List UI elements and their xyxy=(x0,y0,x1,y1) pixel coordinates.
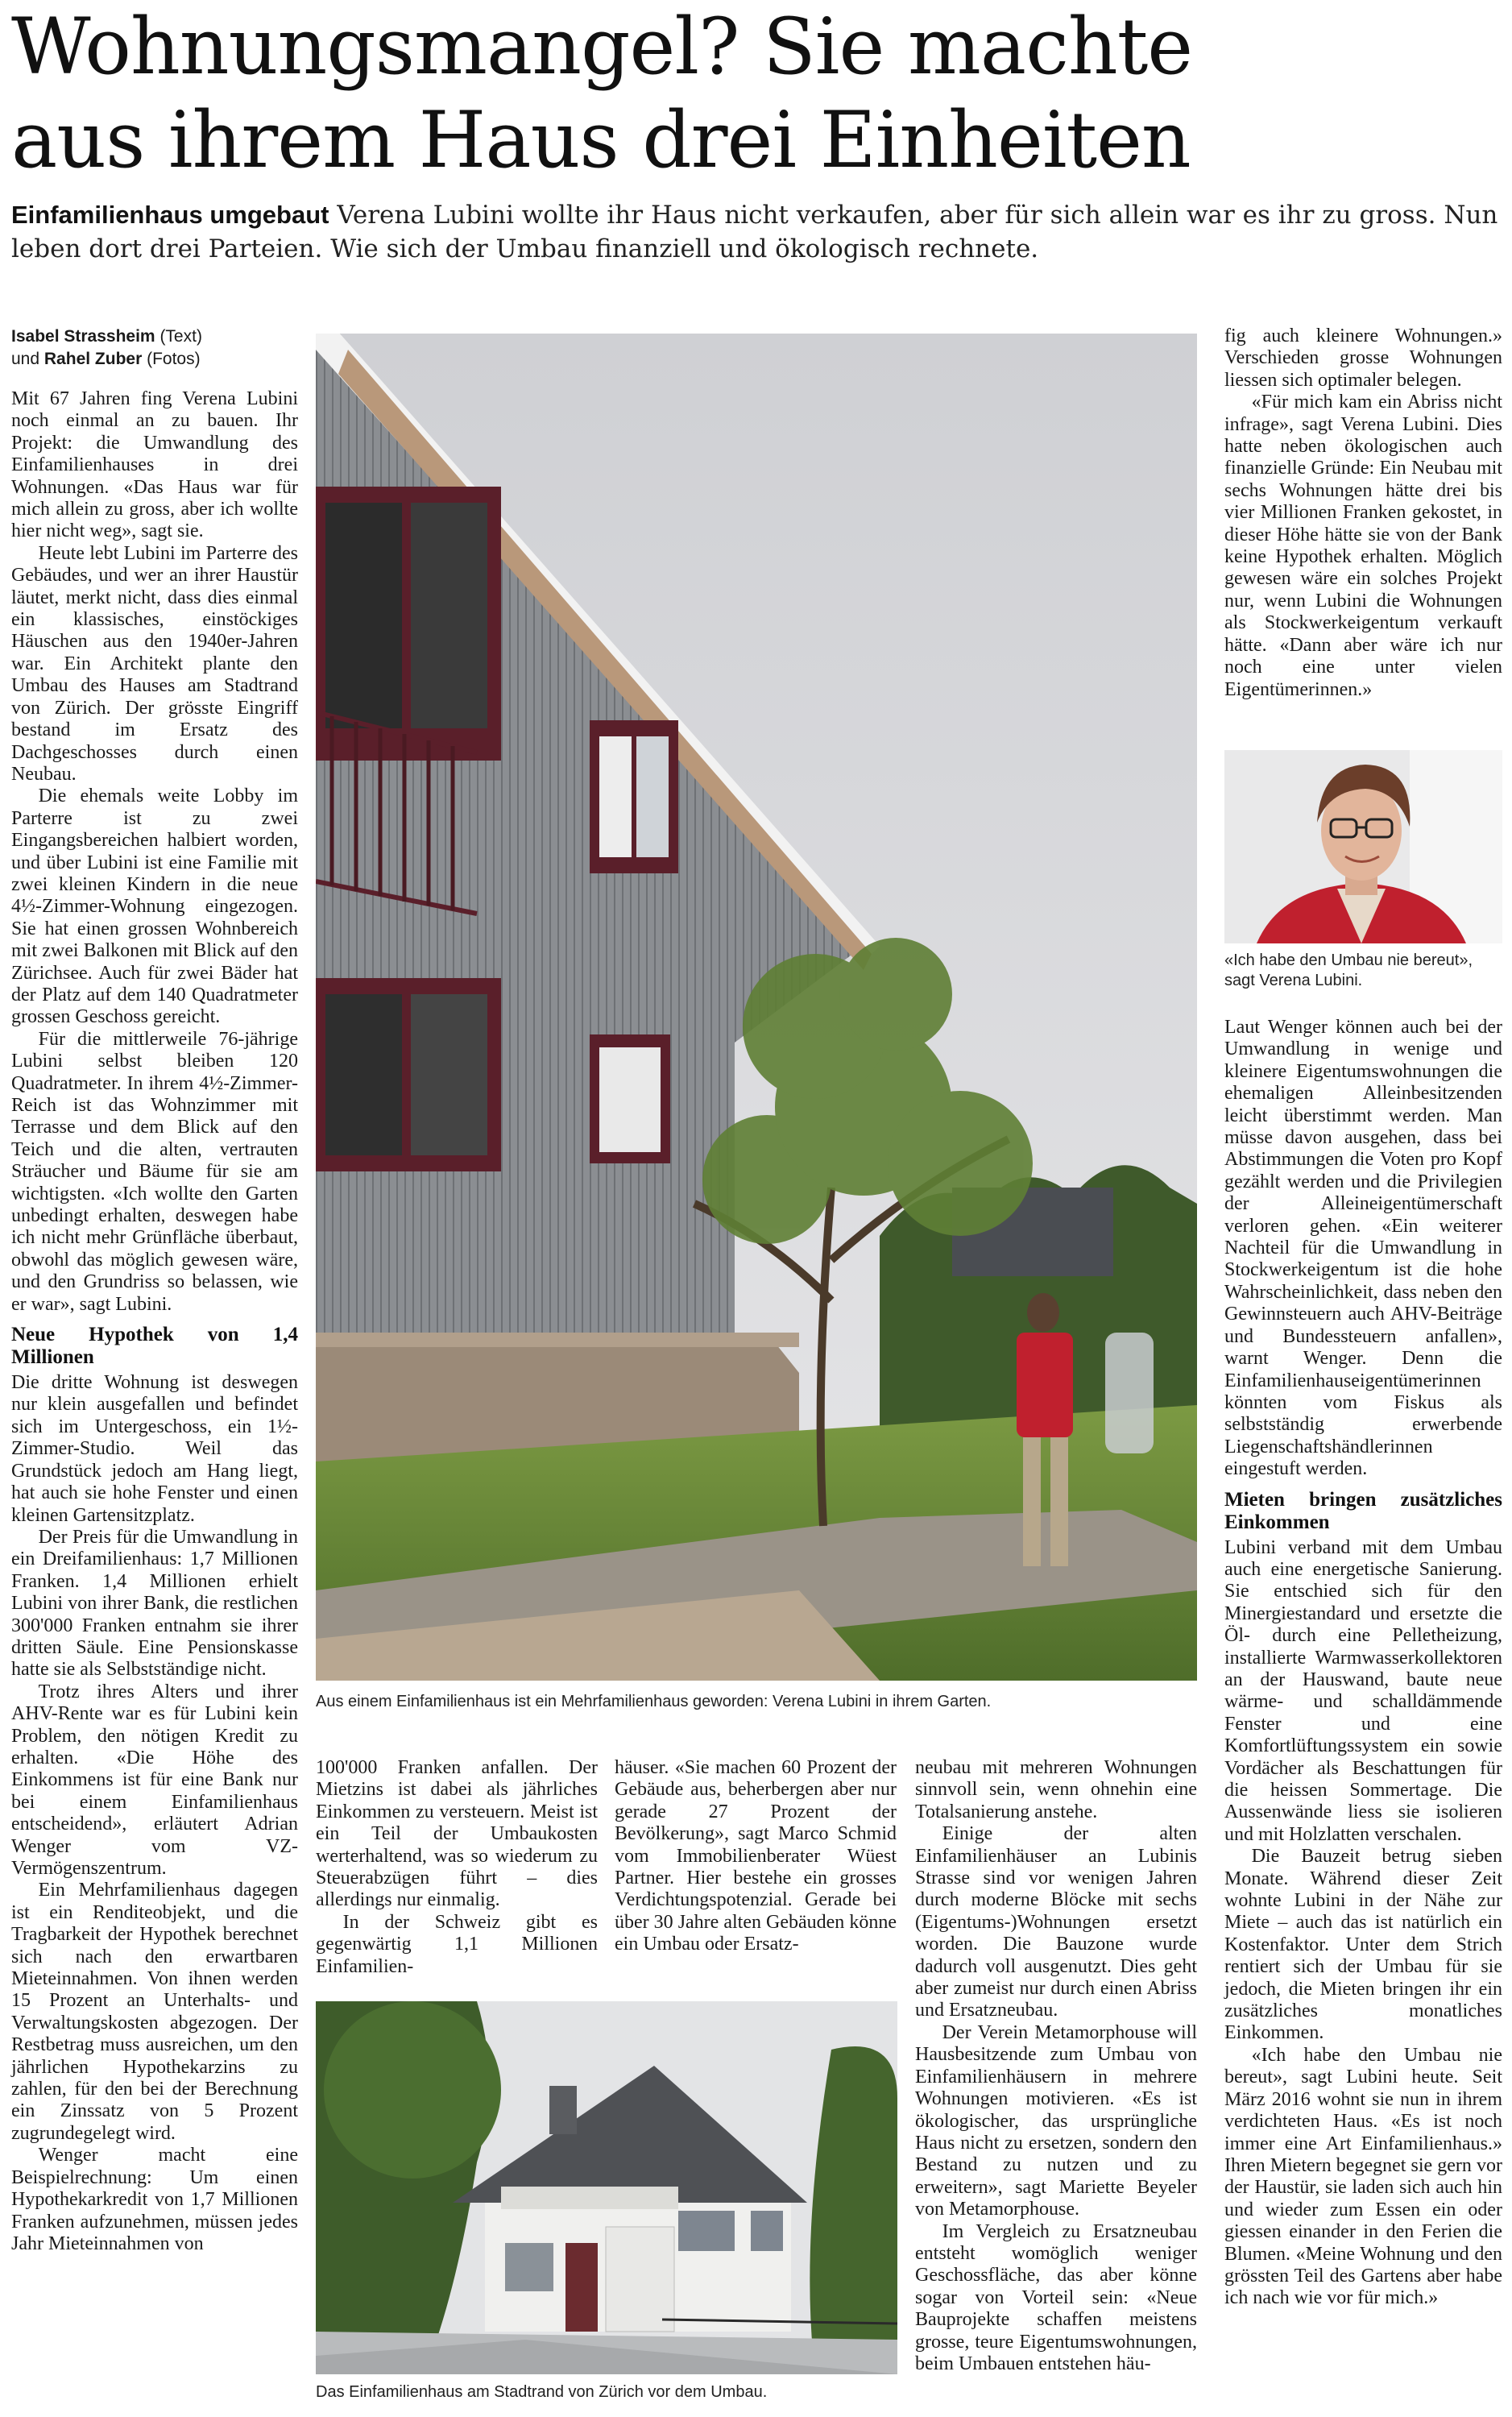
paragraph: Der Preis für die Umwandlung in ein Dreifamilienhaus: 1,7 Millionen Franken. 1,4 Millionen erhielt Lubini von ihrer Bank, die restlichen 300'000 Franken entnahm sie ihrer dritten Säule. Eine Pensionskasse hatte sie als Selbstständige nicht. xyxy=(11,1526,298,1681)
column-5-lower xyxy=(1224,1017,1502,2310)
paragraph: «Ich habe den Umbau nie bereut», sagt Lubini heute. Seit März 2016 wohnt sie nun in ihrem verdichteten Haus. «Es ist noch immer eine Art Einfamilienhaus.» Ihren Mietern begegnet sie gern vor der Haustür, sie laden sich auch hin und wieder zum Essen ein oder giessen einander in den Ferien die Blumen. «Meine Wohnung und den grössten Teil des Gartens aber habe ich nach wie vor für mich.» xyxy=(1224,2044,1502,2309)
byline-author: Isabel Strassheim xyxy=(11,327,155,346)
paragraph: Wenger macht eine Beispielrechnung: Um einen Hypothekarkredit von 1,7 Millionen Franken aufzunehmen, müssen jedes Jahr Mieteinnahmen von xyxy=(11,2145,298,2254)
column-2 xyxy=(316,1757,598,1978)
byline xyxy=(11,325,298,371)
headline-line-2: aus ihrem Haus drei Einheiten xyxy=(11,95,1191,185)
lead-kicker: Einfamilienhaus umgebaut xyxy=(11,201,329,229)
paragraph: In der Schweiz gibt es gegenwärtig 1,1 Millionen Einfamilien- xyxy=(316,1911,598,1977)
subheading: Mieten bringen zusätzliches Einkommen xyxy=(1224,1488,1502,1533)
paragraph: Im Vergleich zu Ersatzneubau entsteht womöglich weniger Geschossfläche, das aber könne sogar von Vorteil sein: «Neue Bauprojekte schaffen meistens grosse, teure Eigentumswohnungen, beim Umbauen entstehen häu- xyxy=(915,2220,1197,2374)
paragraph: Heute lebt Lubini im Parterre des Gebäudes, und wer an ihrer Haustür läutet, merkt nicht, dass dies einmal ein klassisches, einstöckiges Häuschen aus den 1940er-Jahren war. Ein Architekt plante den Umbau des Hauses am Stadtrand von Zürich. Der grösste Eingriff bestand im Ersatz des Dachgeschosses durch einen Neubau. xyxy=(11,542,298,785)
byline-author-role: (Text) xyxy=(159,327,202,346)
portrait-photo-caption: «Ich habe den Umbau nie bereut», sagt Verena Lubini. xyxy=(1224,951,1473,989)
paragraph: Die ehemals weite Lobby im Parterre ist zu zwei Eingangsbereichen halbiert worden, und über Lubini ist eine Familie mit zwei kleinen Kindern in die neue 4½-Zimmer-Wohnung eingezogen. Sie hat einen grossen Wohnbereich mit zwei Balkonen mit Blick auf den Zürichsee. Auch für zwei Bäder hat der Platz auf dem 140 Quadratmeter grossen Geschoss gereicht. xyxy=(11,786,298,1028)
column-1 xyxy=(11,325,298,2255)
paragraph: häuser. «Sie machen 60 Prozent der Gebäude aus, beherbergen aber nur gerade 27 Prozent der Bevölkerung», sagt Marco Schmid vom Immobilienberater Wüest Partner. Hier bestehe ein grosses Verdichtungspotenzial. Gerade bei über 30 Jahre alten Gebäuden könne ein Umbau oder Ersatz- xyxy=(615,1757,897,1955)
byline-connector: und xyxy=(11,350,40,368)
old-house-photo xyxy=(316,2001,897,2374)
column-3 xyxy=(615,1757,897,1956)
portrait-photo xyxy=(1224,750,1502,943)
headline-line-1: Wohnungsmangel? Sie machte xyxy=(11,2,1193,92)
column-5-upper xyxy=(1224,325,1502,701)
paragraph: Der Verein Metamorphouse will Hausbesitzende zum Umbau von Einfamilienhäusern in mehrere Wohnungen motivieren. «Es ist ökologischer, das ursprüngliche Haus nicht zu ersetzen, sondern den Bestand zu nutzen und zu erweitern», sagt Mariette Beyeler von Metamorphouse. xyxy=(915,2021,1197,2220)
paragraph: Lubini verband mit dem Umbau auch eine energetische Sanierung. Sie entschied sich für den Minergiestandard und ersetzte die Öl- durch eine Pelletheizung, installierte Warmwasserkollektoren an der Hauswand, baute neue wärme- und schalldämmende Fenster und eine Komfortlüftungssystem ein sowie Vordächer als Beschattungen für die heissen Sommertage. Die Aussenwände liess sie isolieren und mit Holzlatten verschalen. xyxy=(1224,1536,1502,1845)
paragraph: Für die mittlerweile 76-jährige Lubini selbst bleiben 120 Quadratmeter. In ihrem 4½-Zimmer-Reich ist das Wohnzimmer mit Terrasse und dem Blick auf den Teich und die alten, vertrauten Sträucher und Bäume für sie am wichtigsten. «Ich wollte den Garten unbedingt erhalten, deswegen habe ich nicht mehr Grünfläche überbaut, obwohl das möglich gewesen wäre, und den Grundriss so belassen, wie er war», sagt Lubini. xyxy=(11,1028,298,1315)
paragraph: Ein Mehrfamilienhaus dagegen ist ein Renditeobjekt, und die Tragbarkeit der Hypothek berechnet sich nach den erwartbaren Mieteinnahmen. Von ihnen werden 15 Prozent an Unterhalts- und Verwaltungskosten abgezogen. Der Restbetrag muss ausreichen, um den jährlichen Hypothekarzins zu zahlen, für den bei der Berechnung ein Zinssatz von 5 Prozent zugrundegelegt wird. xyxy=(11,1880,298,2144)
paragraph: Trotz ihres Alters und ihrer AHV-Rente war es für Lubini kein Problem, den nötigen Kredit zu erhalten. «Die Höhe des Einkommens ist für eine Bank nur bei einem Einfamilienhaus entscheidend», erläutert Adrian Wenger vom VZ-Vermögenszentrum. xyxy=(11,1681,298,1879)
paragraph: fig auch kleinere Wohnungen.» Verschieden grosse Wohnungen liessen sich optimaler belegen. xyxy=(1224,325,1502,391)
lead-text: Verena Lubini wollte ihr Haus nicht verkaufen, aber für sich allein war es ihr zu gross. Nun leben dort drei Parteien. Wie sich der Umbau finanziell und ökologisch rechnete. xyxy=(11,201,1498,263)
column-4 xyxy=(915,1757,1197,2375)
paragraph: Laut Wenger können auch bei der Umwandlung in wenige und kleinere Eigentumswohnungen die ehemaligen Alleinbesitzenden leicht überstimmt werden. Man müsse davon ausgehen, dass bei Abstimmungen die Voten pro Kopf gezählt werden und die Privilegien der Alleineigentümerschaft verloren gehen. «Ein weiterer Nachteil für die Umwandlung in Stockwerkeigentum ist die hohe Wahrscheinlichkeit, dass neben den Gewinnsteuern auch AHV-Beiträge und Bundessteuern anfallen», warnt Wenger. Denn die Einfamilienhauseigentümerinnen könnten vom Fiskus als selbstständig erwerbende Liegenschaftshändlerinnen eingestuft werden. xyxy=(1224,1017,1502,1480)
subheading: Neue Hypothek von 1,4 Millionen xyxy=(11,1324,298,1369)
paragraph: 100'000 Franken anfallen. Der Mietzins ist dabei als jährliches Einkommen zu versteuern. Meist ist ein Teil der Umbaukosten werterhaltend, was so wiederum zu Steuerabzügen führt – dies allerdings nur einmalig. xyxy=(316,1757,598,1911)
paragraph: Einige der alten Einfamilienhäuser an Lubinis Strasse sind vor wenigen Jahren durch moderne Blöcke mit sechs (Eigentums-)Wohnungen ersetzt worden. Die Bauzone wurde dadurch voll ausgenutzt. Dies geht aber zumeist nur durch einen Abriss und Ersatzneubau. xyxy=(915,1823,1197,2021)
main-photo xyxy=(316,334,1197,1681)
paragraph: «Für mich kam ein Abriss nicht infrage», sagt Verena Lubini. Dies hatte neben ökologischen auch finanzielle Gründe: Ein Neubau mit sechs Wohnungen hätte drei bis vier Millionen Franken gekostet, in dieser Höhe hätte sie von der Bank keine Hypothek erhalten. Möglich gewesen wäre ein solches Projekt nur, wenn Lubini die Wohnungen als Stockwerkeigentum verkauft hätte. «Dann aber wäre ich nur noch eine unter vielen Eigentümerinnen.» xyxy=(1224,392,1502,700)
byline-photographer: Rahel Zuber xyxy=(43,350,143,368)
old-house-photo-caption: Das Einfamilienhaus am Stadtrand von Zürich vor dem Umbau. xyxy=(316,2383,768,2401)
lead-paragraph xyxy=(11,198,1502,266)
paragraph: Die dritte Wohnung ist deswegen nur klein ausgefallen und befindet sich im Untergeschoss, ein 1½-Zimmer-Studio. Weil das Grundstück jedoch am Hang liegt, hat auch sie hohe Fenster und einen kleinen Gartensitzplatz. xyxy=(11,1372,298,1526)
paragraph: neubau mit mehreren Wohnungen sinnvoll sein, wenn ohnehin eine Totalsanierung anstehe. xyxy=(915,1757,1197,1822)
paragraph: Die Bauzeit betrug sieben Monate. Während dieser Zeit wohnte Lubini in der Nähe zur Miete – auch das ist natürlich ein Kostenfaktor. Unter dem Strich rentiert sich der Umbau für sie jedoch, die Mieten bringen ihr ein zusätzliches monatliches Einkommen. xyxy=(1224,1846,1502,2044)
headline xyxy=(11,0,1502,187)
main-photo-caption: Aus einem Einfamilienhaus ist ein Mehrfamilienhaus geworden: Verena Lubini in ihrem Garten. xyxy=(316,1693,992,1710)
paragraph: Mit 67 Jahren fing Verena Lubini noch einmal an zu bauen. Ihr Projekt: die Umwandlung des Einfamilienhauses in drei Wohnungen. «Das Haus war für mich allein zu gross, aber ich wollte hier nicht weg», sagt sie. xyxy=(11,388,298,542)
byline-photographer-role: (Fotos) xyxy=(147,350,201,368)
